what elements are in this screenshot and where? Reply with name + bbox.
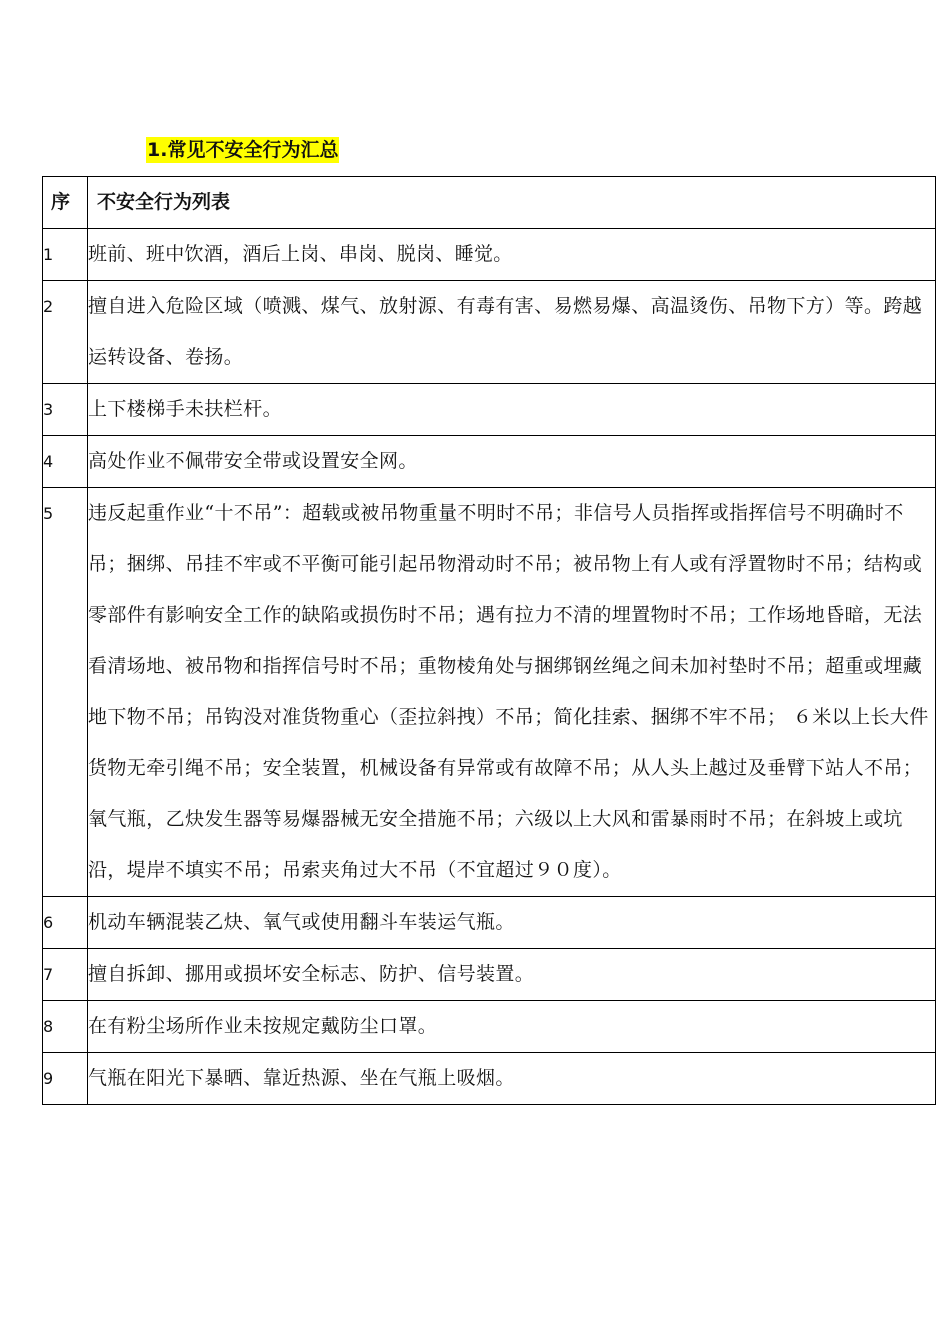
row-number: 8	[43, 1001, 88, 1053]
column-header-behavior-list: 不安全行为列表	[88, 177, 936, 229]
table-row	[43, 1053, 936, 1105]
table-row	[43, 229, 936, 281]
row-behavior-text: 擅自拆卸、挪用或损坏安全标志、防护、信号装置。	[88, 949, 936, 1001]
row-behavior-text: 在有粉尘场所作业未按规定戴防尘口罩。	[88, 1001, 936, 1053]
row-number: 7	[43, 949, 88, 1001]
column-header-number: 序	[43, 177, 88, 229]
table-row	[43, 897, 936, 949]
row-behavior-text: 违反起重作业“十不吊”：超载或被吊物重量不明时不吊；非信号人员指挥或指挥信号不明确时不吊；捆绑、吊挂不牢或不平衡可能引起吊物滑动时不吊；被吊物上有人或有浮置物时不吊；结构或零部件有影响安全工作的缺陷或损伤时不吊；遇有拉力不清的埋置物时不吊；工作场地昏暗，无法看清场地、被吊物和指挥信号时不吊；重物棱角处与捆绑钢丝绳之间未加衬垫时不吊；超重或埋藏地下物不吊；吊钩没对准货物重心（歪拉斜拽）不吊；简化挂索、捆绑不牢不吊； ６米以上长大件货物无牵引绳不吊；安全装置，机械设备有异常或有故障不吊；从人头上越过及垂臂下站人不吊；氧气瓶，乙炔发生器等易爆器械无安全措施不吊；六级以上大风和雷暴雨时不吊；在斜坡上或坑沿，堤岸不填实不吊；吊索夹角过大不吊（不宜超过９０度）。	[88, 488, 936, 897]
row-behavior-text: 机动车辆混装乙炔、氧气或使用翻斗车装运气瓶。	[88, 897, 936, 949]
table-row	[43, 949, 936, 1001]
table-row	[43, 488, 936, 897]
row-behavior-text: 擅自进入危险区域（喷溅、煤气、放射源、有毒有害、易燃易爆、高温烫伤、吊物下方）等。跨越运转设备、卷扬。	[88, 281, 936, 384]
row-number: 4	[43, 436, 88, 488]
table-row	[43, 384, 936, 436]
page-title: 1.常见不安全行为汇总	[147, 139, 339, 161]
row-number: 5	[43, 488, 88, 897]
row-number: 3	[43, 384, 88, 436]
unsafe-behavior-table	[42, 176, 936, 1105]
row-behavior-text: 气瓶在阳光下暴晒、靠近热源、坐在气瓶上吸烟。	[88, 1053, 936, 1105]
table-row	[43, 281, 936, 384]
row-number: 1	[43, 229, 88, 281]
table-row	[43, 1001, 936, 1053]
table-row	[43, 436, 936, 488]
row-number: 2	[43, 281, 88, 384]
row-behavior-text: 高处作业不佩带安全带或设置安全网。	[88, 436, 936, 488]
row-behavior-text: 班前、班中饮酒，酒后上岗、串岗、脱岗、睡觉。	[88, 229, 936, 281]
row-number: 9	[43, 1053, 88, 1105]
row-number: 6	[43, 897, 88, 949]
row-behavior-text: 上下楼梯手未扶栏杆。	[88, 384, 936, 436]
table-header-row	[43, 177, 936, 229]
